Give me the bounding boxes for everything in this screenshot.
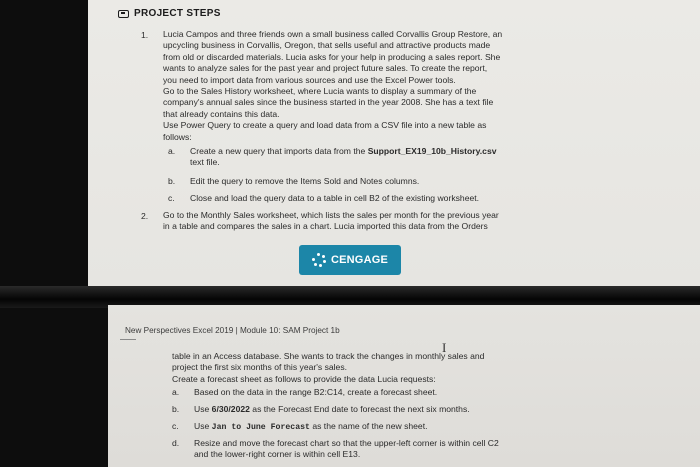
- cengage-logo-icon: [312, 253, 326, 267]
- substep-text-part: Use: [194, 404, 212, 414]
- substep-2d: [172, 438, 499, 461]
- file-name: Support_EX19_10b_History.csv: [367, 146, 497, 156]
- substep-text: [194, 438, 499, 461]
- sheet-name: Jan to June Forecast: [211, 423, 310, 432]
- project-steps-heading: [118, 8, 221, 19]
- step-2-paragraph: [163, 210, 573, 233]
- step-1-line: follows:: [163, 131, 192, 142]
- substep-text-part: as the name of the new sheet.: [309, 421, 428, 431]
- step-1-line: that already contains this data.: [163, 108, 280, 119]
- step-1-line: Lucia Campos and three friends own a small business called Corvallis Group Restore, an: [163, 29, 503, 39]
- step-1-line: company's annual sales since the business started in the year 2008. She has a text file: [163, 97, 494, 108]
- step-number: 2.: [141, 211, 149, 221]
- continued-line: table in an Access database. She wants to track the changes in monthly sales and: [172, 351, 485, 361]
- substep-2c: [172, 421, 427, 433]
- substep-letter: b.: [172, 404, 180, 414]
- cengage-badge: [299, 245, 401, 275]
- substep-text: [194, 421, 427, 433]
- continued-line: project the first six months of this year's sales.: [172, 362, 348, 373]
- step-1-paragraph: [163, 29, 573, 143]
- step-1-line: Go to the Sales History worksheet, where Lucia wants to display a summary of the: [163, 86, 477, 97]
- substep-1b: [168, 176, 419, 187]
- substep-text: Close and load the query data to a table in cell B2 of the existing worksheet.: [190, 193, 480, 203]
- continued-line: Create a forecast sheet as follows to provide the data Lucia requests:: [172, 373, 436, 384]
- substep-letter: c.: [168, 193, 175, 203]
- substep-letter: c.: [172, 421, 179, 431]
- substep-text-line2: text file.: [190, 157, 220, 168]
- substep-text-part: Resize and move the forecast chart so that the upper-left corner is within cell C2: [194, 438, 499, 448]
- step-2-line: Go to the Monthly Sales worksheet, which lists the sales per month for the previous year: [163, 210, 499, 220]
- page-footer-label: New Perspectives Excel 2019 | Module 10: SAM Project 1b: [125, 326, 340, 335]
- substep-text: [190, 146, 497, 169]
- step-1-line: Use Power Query to create a query and load data from a CSV file into a new table as: [163, 120, 487, 131]
- substep-2a: [172, 387, 437, 398]
- footer-rule: [120, 339, 136, 340]
- brand-label: CENGAGE: [330, 254, 389, 266]
- continued-paragraph: [172, 351, 572, 385]
- text-cursor-icon: I: [442, 340, 447, 355]
- substep-1a: [168, 146, 497, 169]
- document-icon: [118, 10, 129, 18]
- step-1-line: from old or discarded materials. Lucia asks for your help in producing a sales report. She: [163, 51, 501, 62]
- substep-1c: [168, 193, 479, 204]
- step-number: 1.: [141, 30, 149, 40]
- substep-text-part: Create a new query that imports data from the: [190, 146, 368, 156]
- substep-letter: b.: [168, 176, 176, 186]
- substep-text: [194, 404, 470, 415]
- substep-2b: [172, 404, 470, 415]
- step-1-line: wants to analyze sales for the past year and project future sales. To create the report,: [163, 63, 488, 74]
- substep-text: Edit the query to remove the Items Sold and Notes columns.: [190, 176, 420, 186]
- substep-text-line2: and the lower-right corner is within cell E13.: [194, 449, 361, 460]
- substep-text: Based on the data in the range B2:C14, create a forecast sheet.: [194, 387, 438, 397]
- substep-letter: a.: [168, 146, 176, 156]
- substep-text-part: Use: [194, 421, 212, 431]
- substep-text-part: as the Forecast End date to forecast the next six months.: [249, 404, 470, 414]
- step-2-line: in a table and compares the sales in a chart. Lucia imported this data from the Orders: [163, 221, 488, 232]
- substep-letter: d.: [172, 438, 180, 448]
- heading-title: PROJECT STEPS: [134, 8, 221, 19]
- forecast-end-date: 6/30/2022: [211, 404, 250, 414]
- step-1-line: upcycling business in Corvallis, Oregon, that sells useful and attractive products made: [163, 40, 491, 51]
- step-1-line: you need to import data from various sources and use the Excel Power tools.: [163, 74, 456, 85]
- substep-letter: a.: [172, 387, 180, 397]
